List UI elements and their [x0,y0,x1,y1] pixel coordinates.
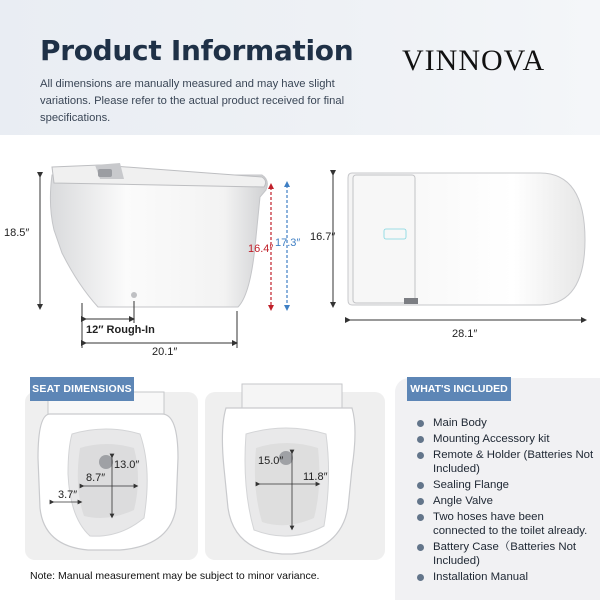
list-item: Remote & Holder (Batteries Not Included) [417,448,599,476]
dim-top-width: 16.7″ [310,231,336,243]
seat-open-length: 13.0″ [114,459,140,471]
bullet-icon [417,482,424,489]
seat-open-width: 8.7″ [86,472,106,484]
top-view-toilet [348,173,585,305]
footnote: Note: Manual measurement may be subject to minor variance. [30,570,320,582]
bullet-icon [417,544,424,551]
header-banner [0,0,600,135]
page-title: Product Information [40,34,354,67]
bullet-icon [417,420,424,427]
whats-included-tag: WHAT'S INCLUDED [407,377,511,401]
dim-height-blue: 17.3″ [275,237,301,249]
seat-closed-length: 15.0″ [258,455,284,467]
dim-top-length: 28.1″ [452,328,478,340]
list-item: Sealing Flange [417,478,599,492]
list-item: Main Body [417,416,599,430]
bullet-icon [417,574,424,581]
bullet-icon [417,452,424,459]
open-seat-drawing [38,392,178,550]
seat-dimensions-tag: SEAT DIMENSIONS [30,377,134,401]
dim-rough-in: 12″ Rough-In [86,324,155,336]
list-item: Battery Case（Batteries Not Included) [417,540,599,568]
brand-logo: VINNOVA [402,44,546,77]
seat-open-offset: 3.7″ [58,489,78,501]
closed-seat-drawing [222,384,355,554]
dim-depth: 20.1″ [152,346,178,358]
seat-closed-width: 11.8″ [303,471,328,483]
bullet-icon [417,498,424,505]
bullet-icon [417,436,424,443]
bullet-icon [417,514,424,521]
list-item: Two hoses have been connected to the toilet already. [417,510,599,538]
list-item: Angle Valve [417,494,599,508]
list-item: Mounting Accessory kit [417,432,599,446]
seat-drawings [0,378,395,570]
dim-height-red: 16.4″ [248,243,274,255]
list-item: Installation Manual [417,570,599,584]
intro-text: All dimensions are manually measured and may have slight variations. Please refer to the actual product received for final specifications. [40,78,345,124]
whats-included-list [417,416,599,586]
dim-total-height: 18.5″ [4,227,30,239]
product-dimension-views [0,135,600,365]
side-view-toilet [50,163,267,307]
